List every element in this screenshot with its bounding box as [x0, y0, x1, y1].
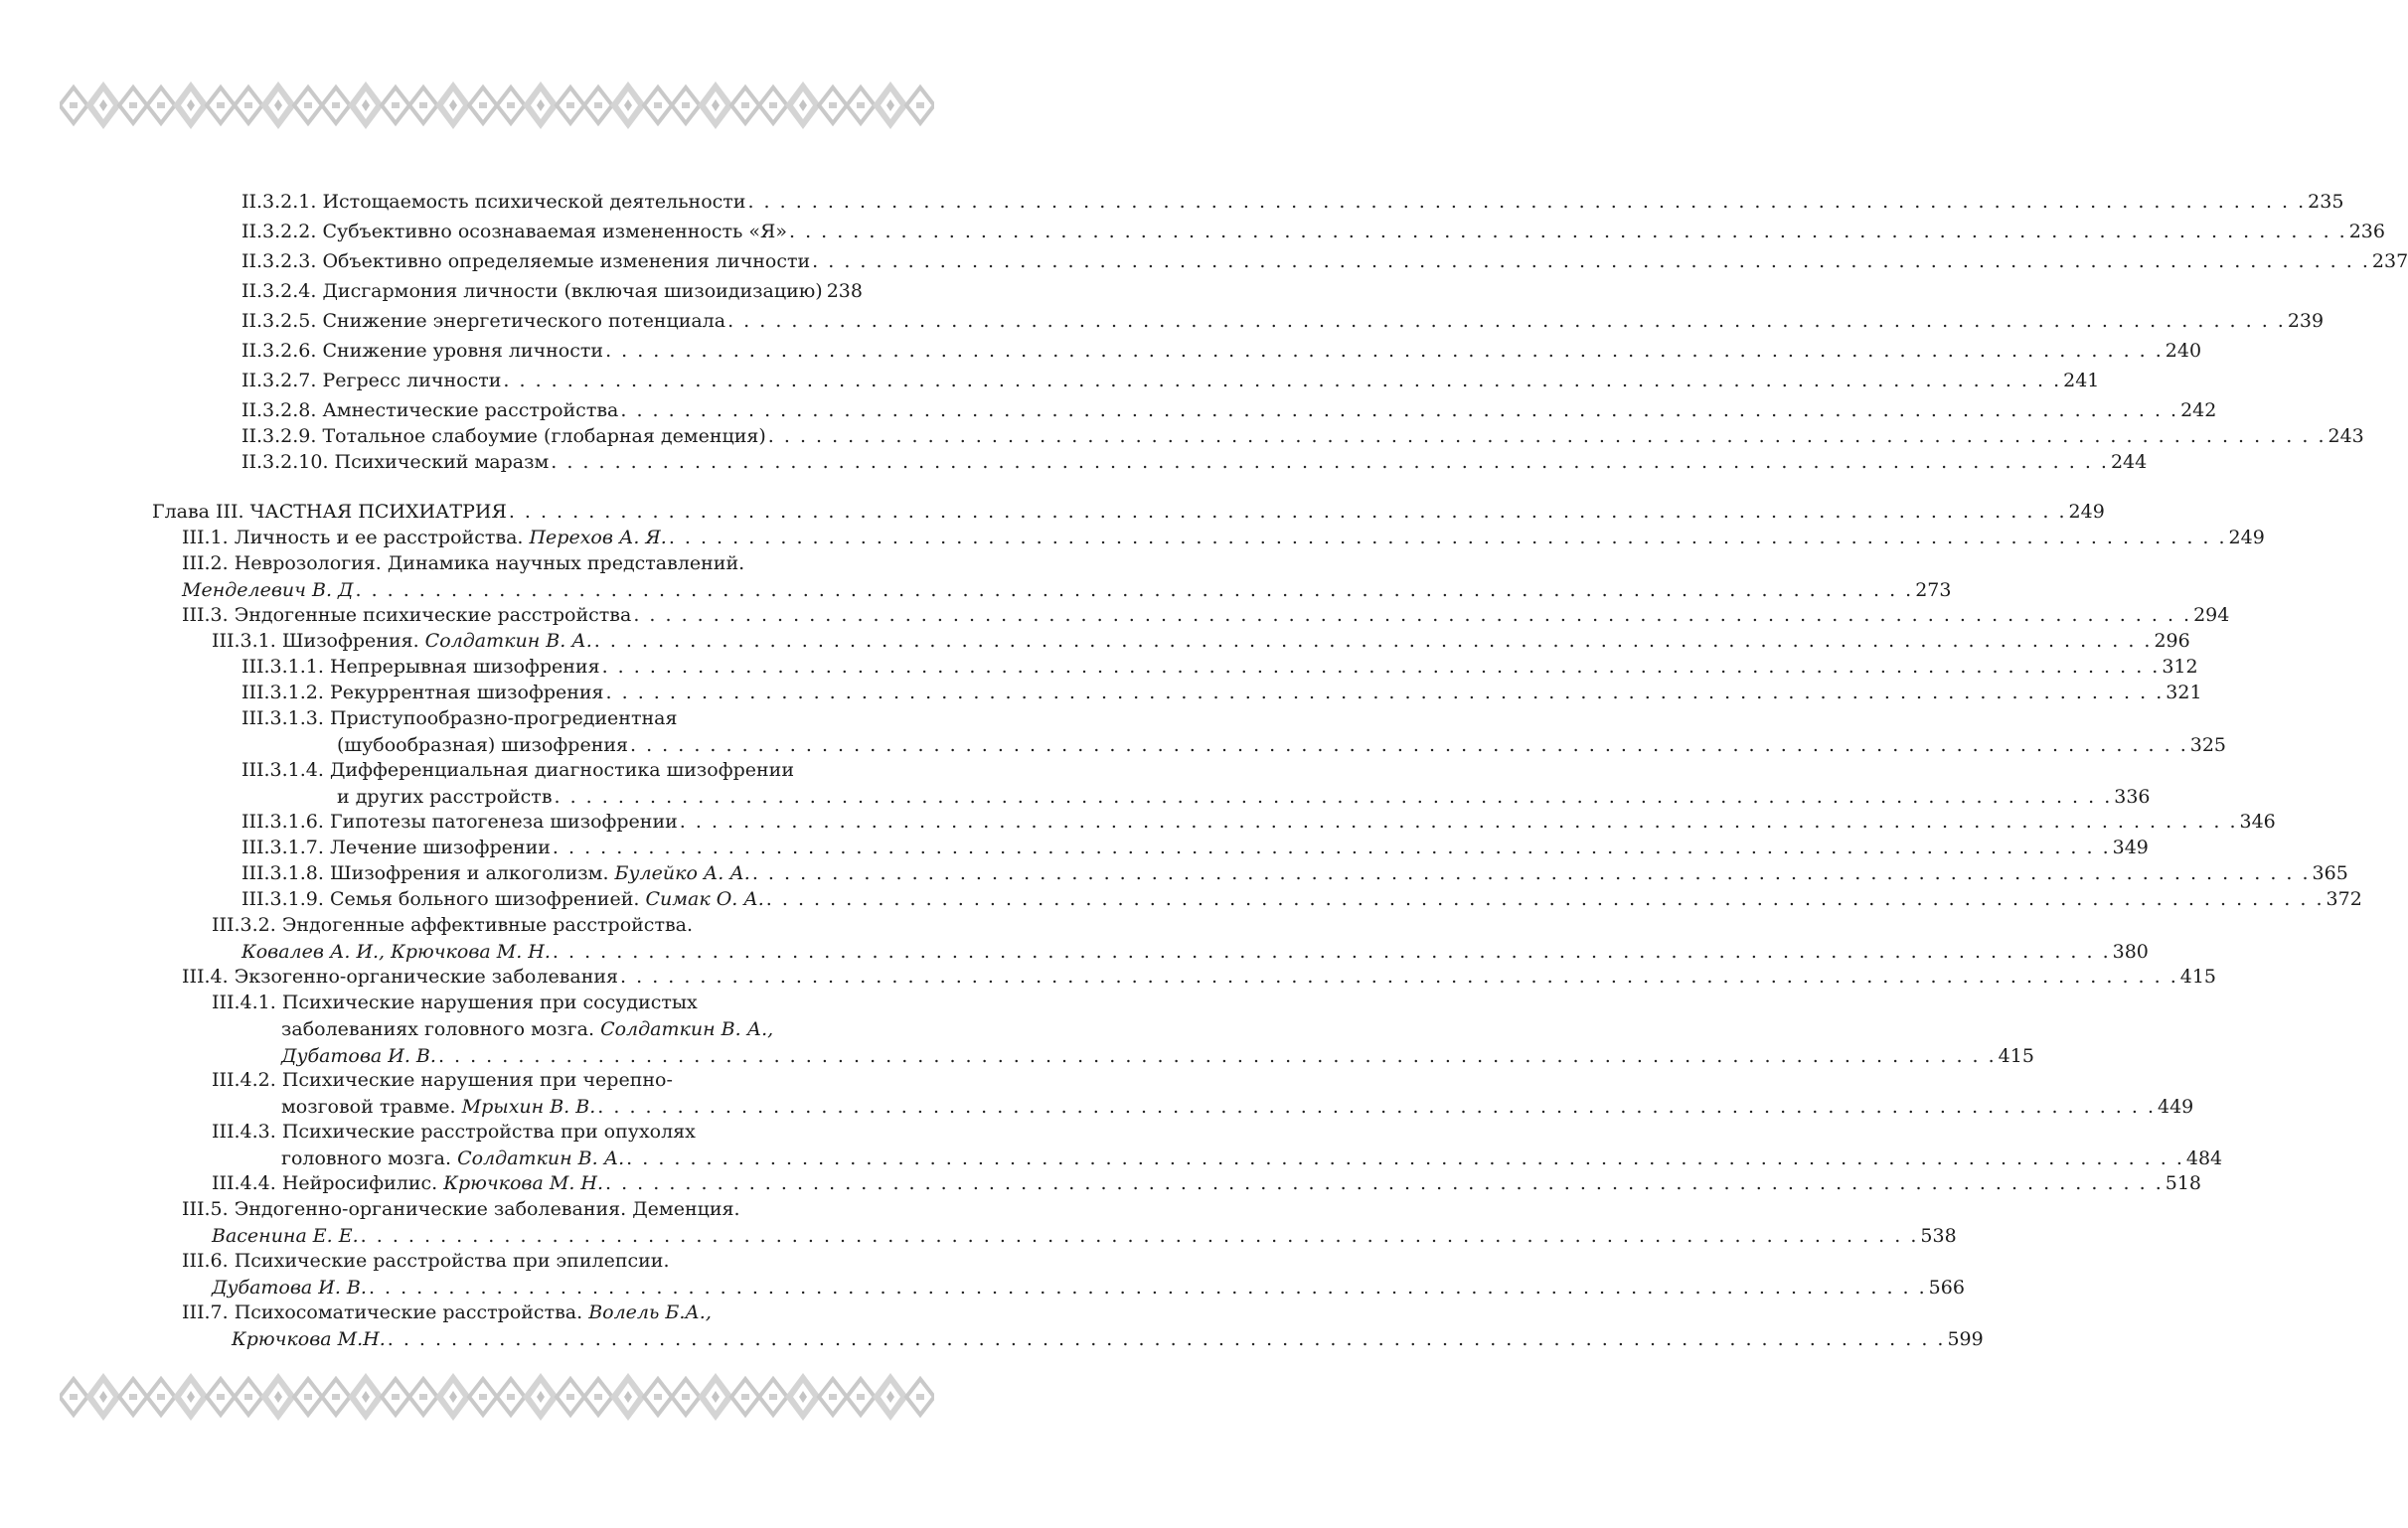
toc-entry-text: заболеваниях головного мозга. — [281, 1018, 601, 1040]
leader-dots: . . . . . . . . . . . . . . . . . . . . . . . . . . . . . . . . . . . . . . . . . . . . . . . . . . . . . . . . . . . . . . . . . . . . . . . . . . . . . . . . . . . . . . . . . . . . . . . . . . — [360, 1225, 1919, 1247]
toc-entry[interactable] — [241, 368, 2100, 394]
toc-entry[interactable] — [241, 338, 2202, 365]
leader-dots: . . . . . . . . . . . . . . . . . . . . . . . . . . . . . . . . . . . . . . . . . . . . . . . . . . . . . . . . . . . . . . . . . . . . . . . . . . . . . . . . . . . . . . . . . . . . . . . . . . — [554, 786, 2113, 808]
toc-entry-title — [182, 1301, 712, 1323]
leader-dots: . . . . . . . . . . . . . . . . . . . . . . . . . . . . . . . . . . . . . . . . . . . . . . . . . . . . . . . . . . . . . . . . . . . . . . . . . . . . . . . . . . . . . . . . . . . . . . . . . . — [633, 604, 2192, 626]
bottom-ornament-border — [60, 1369, 934, 1425]
toc-entry-title — [241, 278, 823, 305]
toc-entry-title — [241, 449, 549, 476]
toc-page-number: 296 — [2154, 630, 2190, 652]
toc-page-number: 273 — [1915, 579, 1952, 601]
toc-entry-author: Симак О. А. — [645, 888, 764, 910]
toc-entry[interactable] — [182, 550, 1952, 604]
toc-entry-text: III.2. Неврозология. Динамика научных представлений. — [182, 552, 745, 574]
toc-entry[interactable] — [241, 680, 2202, 706]
toc-page-number: 336 — [2114, 786, 2151, 808]
toc-entry-title — [241, 397, 618, 424]
toc-entry-title — [182, 602, 631, 629]
toc-entry-title — [241, 423, 766, 450]
toc-entry-author: Менделевич В. Д — [182, 579, 354, 601]
leader-dots: . . . . . . . . . . . . . . . . . . . . . . . . . . . . . . . . . . . . . . . . . . . . . . . . . . . . . . . . . . . . . . . . . . . . . . . . . . . . . . . . . . . . . . . . . . . . . . . . . . — [605, 682, 2165, 703]
toc-page-number: 599 — [1947, 1328, 1984, 1350]
toc-entry-title — [152, 499, 507, 526]
toc-entry-title — [281, 1146, 624, 1172]
toc-entry-author: Дубатова И. В. — [212, 1277, 367, 1299]
leader-dots: . . . . . . . . . . . . . . . . . . . . . . . . . . . . . . . . . . . . . . . . . . . . . . . . . . . . . . . . . . . . . . . . . . . . . . . . . . . . . . . . . . . . . . . . . . . . . . . . . . — [620, 399, 2179, 421]
toc-entry-text: III.4.3. Психические расстройства при опухолях — [212, 1121, 696, 1143]
toc-entry[interactable] — [212, 628, 2190, 655]
toc-page-number: 312 — [2162, 656, 2198, 678]
leader-dots: . . . . . . . . . . . . . . . . . . . . . . . . . . . . . . . . . . . . . . . . . . . . . . . . . . . . . . . . . . . . . . . . . . . . . . . . . . . . . . . . . . . . . . . . . . . . . . . . . . — [368, 1277, 1927, 1299]
toc-entry-text: III.4.1. Психические нарушения при сосудистых — [212, 992, 698, 1013]
toc-page-number: 415 — [1998, 1045, 2034, 1067]
toc-page-number: 566 — [1928, 1277, 1965, 1299]
toc-page-number: 242 — [2180, 399, 2217, 421]
leader-dots: . . . . . . . . . . . . . . . . . . . . . . . . . . . . . . . . . . . . . . . . . . . . . . . . . . . . . . . . . . . . . . . . . . . . . . . . . . . . . . . . . . . . . . . . . . . . . . . . . . — [605, 1172, 2164, 1194]
toc-page-number: 243 — [2328, 425, 2364, 447]
toc-entry-title — [241, 835, 551, 861]
leader-dots: . . . . . . . . . . . . . . . . . . . . . . . . . . . . . . . . . . . . . . . . . . . . . . . . . . . . . . . . . . . . . . . . . . . . . . . . . . . . . . . . . . . . . . . . . . . . . . . . . . — [747, 191, 2307, 213]
toc-entry-text: III.6. Психические расстройства при эпилепсии. — [182, 1250, 670, 1272]
toc-page-number: 238 — [826, 280, 863, 302]
toc-page-number: 321 — [2166, 682, 2202, 703]
leader-dots: . . . . . . . . . . . . . . . . . . . . . . . . . . . . . . . . . . . . . . . . . . . . . . . . . . . . . . . . . . . . . . . . . . . . . . . . . . . . . . . . . . . . . . . . . . . . . . . . . . — [355, 579, 1914, 601]
toc-page-number: 538 — [1920, 1225, 1957, 1247]
toc-entry-title — [182, 552, 744, 574]
toc-page-number: 349 — [2112, 837, 2149, 858]
toc-entry-title — [212, 914, 693, 936]
toc-entry-title — [212, 1275, 367, 1301]
toc-entry[interactable] — [152, 499, 2105, 526]
toc-entry-text: III.3.1.2. Рекуррентная шизофрения — [241, 682, 604, 703]
toc-entry-text: III.3.1.3. Приступообразно-прогредиентная — [241, 707, 678, 729]
leader-dots: . . . . . . . . . . . . . . . . . . . . . . . . . . . . . . . . . . . . . . . . . . . . . . . . . . . . . . . . . . . . . . . . . . . . . . . . . . . . . . . . . . . . . . . . . . . . . . . . . . — [765, 888, 2325, 910]
toc-page-number: 518 — [2165, 1172, 2201, 1194]
toc-entry-title — [241, 338, 603, 365]
toc-entry-author: Васенина Е. Е. — [212, 1225, 359, 1247]
toc-entry-text: II.3.2.8. Амнестические расстройства — [241, 399, 619, 421]
toc-entry-title — [241, 707, 677, 729]
toc-entry-title — [241, 809, 678, 836]
toc-page-number: 294 — [2193, 604, 2230, 626]
toc-entry-title — [212, 1170, 603, 1197]
toc-entry-author: Перехов А. Я. — [529, 527, 667, 548]
toc-entry[interactable] — [182, 525, 2265, 551]
toc-entry[interactable] — [241, 809, 2276, 836]
toc-entry-title — [212, 1069, 673, 1091]
leader-dots: . . . . . . . . . . . . . . . . . . . . . . . . . . . . . . . . . . . . . . . . . . . . . . . . . . . . . . . . . . . . . . . . . . . . . . . . . . . . . . . . . . . . . . . . . . . . . . . . . . — [552, 941, 2111, 963]
toc-entry[interactable] — [212, 1119, 2223, 1172]
toc-entry-title — [212, 1121, 696, 1143]
leader-dots: . . . . . . . . . . . . . . . . . . . . . . . . . . . . . . . . . . . . . . . . . . . . . . . . . . . . . . . . . . . . . . . . . . . . . . . . . . . . . . . . . . . . . . . . . . . . . . . . . . — [626, 1147, 2184, 1169]
leader-dots: . . . . . . . . . . . . . . . . . . . . . . . . . . . . . . . . . . . . . . . . . . . . . . . . . . . . . . . . . . . . . . . . . . . . . . . . . . . . . . . . . . . . . . . . . . . . . . . . . . — [727, 310, 2286, 332]
toc-entry-text: II.3.2.4. Дисгармония личности (включая шизоидизацию) — [241, 280, 823, 302]
leader-dots: . . . . . . . . . . . . . . . . . . . . . . . . . . . . . . . . . . . . . . . . . . . . . . . . . . . . . . . . . . . . . . . . . . . . . . . . . . . . . . . . . . . . . . . . . . . . . . . . . . — [601, 656, 2161, 678]
toc-entry-title — [182, 964, 618, 991]
toc-entry-text: и других расстройств — [337, 786, 553, 808]
toc-page-number: 346 — [2239, 811, 2276, 833]
leader-dots: . . . . . . . . . . . . . . . . . . . . . . . . . . . . . . . . . . . . . . . . . . . . . . . . . . . . . . . . . . . . . . . . . . . . . . . . . . . . . . . . . . . . . . . . . . . . . . . . . . — [812, 250, 2370, 272]
toc-entry-text: III.4.4. Нейросифилис. — [212, 1172, 444, 1194]
toc-entry-title — [241, 189, 745, 216]
leader-dots: . . . . . . . . . . . . . . . . . . . . . . . . . . . . . . . . . . . . . . . . . . . . . . . . . . . . . . . . . . . . . . . . . . . . . . . . . . . . . . . . . . . . . . . . . . . . . . . . . . — [597, 1096, 2156, 1118]
top-ornament-border — [60, 77, 934, 133]
leader-dots: . . . . . . . . . . . . . . . . . . . . . . . . . . . . . . . . . . . . . . . . . . . . . . . . . . . . . . . . . . . . . . . . . . . . . . . . . . . . . . . . . . . . . . . . . . . . . . . . . . — [387, 1328, 1946, 1350]
toc-entry[interactable] — [182, 602, 2230, 629]
toc-entry[interactable] — [182, 1299, 1984, 1353]
toc-entry[interactable] — [241, 189, 2344, 216]
toc-entry-text: III.3.2. Эндогенные аффективные расстройства. — [212, 914, 694, 936]
toc-entry-text: III.7. Психосоматические расстройства. — [182, 1301, 589, 1323]
toc-entry-text: III.3.1.9. Семья больного шизофренией. — [241, 888, 646, 910]
toc-entry-title — [241, 219, 787, 245]
toc-entry-author: Крючкова М.Н. — [232, 1328, 386, 1350]
toc-page-number: 236 — [2348, 221, 2385, 242]
toc-entry-title — [281, 1094, 595, 1121]
toc-entry-text: мозговой травме. — [281, 1096, 462, 1118]
leader-dots: . . . . . . . . . . . . . . . . . . . . . . . . . . . . . . . . . . . . . . . . . . . . . . . . . . . . . . . . . . . . . . . . . . . . . . . . . . . . . . . . . . . . . . . . . . . . . . . . . . — [751, 862, 2311, 884]
toc-entry-text: (шубообразная) шизофрения — [337, 734, 629, 756]
toc-entry-text: III.3.1.8. Шизофрения и алкоголизм. — [241, 862, 615, 884]
toc-page-number: 240 — [2165, 340, 2202, 362]
toc-entry-text: III.3.1.6. Гипотезы патогенеза шизофрении — [241, 811, 678, 833]
toc-entry-author: Булейко А. А. — [614, 862, 750, 884]
leader-dots: . . . . . . . . . . . . . . . . . . . . . . . . . . . . . . . . . . . . . . . . . . . . . . . . . . . . . . . . . . . . . . . . . . . . . . . . . . . . . . . . . . . . . . . . . . . . . . . . . . — [788, 221, 2347, 242]
toc-entry-text: III.1. Личность и ее расстройства. — [182, 527, 530, 548]
toc-entry-title — [212, 628, 592, 655]
toc-page-number: 244 — [2110, 451, 2148, 473]
leader-dots: . . . . . . . . . . . . . . . . . . . . . . . . . . . . . . . . . . . . . . . . . . . . . . . . . . . . . . . . . . . . . . . . . . . . . . . . . . . . . . . . . . . . . . . . . . . . . . . . . . — [605, 340, 2164, 362]
toc-entry[interactable] — [212, 1067, 2194, 1121]
toc-page-number: 325 — [2189, 734, 2226, 756]
toc-entry-author: Ковалев А. И., Крючкова М. Н. — [241, 941, 551, 963]
toc-entry[interactable] — [241, 219, 2385, 245]
leader-dots: . . . . . . . . . . . . . . . . . . . . . . . . . . . . . . . . . . . . . . . . . . . . . . . . . . . . . . . . . . . . . . . . . . . . . . . . . . . . . . . . . . . . . . . . . . . . . . . . . . — [620, 966, 2178, 988]
toc-entry-text: II.3.2.3. Объективно определяемые изменения личности — [241, 250, 811, 272]
toc-entry[interactable] — [212, 990, 2034, 1070]
leader-dots: . . . . . . . . . . . . . . . . . . . . . . . . . . . . . . . . . . . . . . . . . . . . . . . . . . . . . . . . . . . . . . . . . . . . . . . . . . . . . . . . . . . . . . . . . . . . . . . . . . — [508, 501, 2067, 523]
toc-entry-author: Солдаткин В. А., — [600, 1018, 774, 1040]
toc-entry[interactable] — [241, 397, 2217, 424]
toc-entry[interactable] — [241, 449, 2148, 476]
toc-entry-title — [182, 577, 353, 604]
toc-entry[interactable] — [241, 278, 863, 305]
toc-entry-text: II.3.2.1. Истощаемость психической деятельности — [241, 191, 746, 213]
toc-page-number: 415 — [2179, 966, 2217, 988]
toc-entry-title — [241, 308, 725, 335]
toc-entry-title — [182, 1198, 740, 1220]
toc-entry[interactable] — [241, 423, 2364, 450]
toc-entry-title — [182, 1250, 670, 1272]
toc-entry-title — [182, 525, 667, 551]
toc-entry-title — [212, 1223, 359, 1250]
toc-entry-text: III.4. Экзогенно-органические заболевания — [182, 966, 619, 988]
toc-entry-text: II.3.2.10. Психический маразм — [241, 451, 550, 473]
toc-entry-text: III.3. Эндогенные психические расстройства — [182, 604, 632, 626]
toc-page-number: 237 — [2371, 250, 2408, 272]
leader-dots: . . . . . . . . . . . . . . . . . . . . . . . . . . . . . . . . . . . . . . . . . . . . . . . . . . . . . . . . . . . . . . . . . . . . . . . . . . . . . . . . . . . . . . . . . . . . . . . . . . — [593, 630, 2153, 652]
toc-page-number: 372 — [2326, 888, 2362, 910]
leader-dots: . . . . . . . . . . . . . . . . . . . . . . . . . . . . . . . . . . . . . . . . . . . . . . . . . . . . . . . . . . . . . . . . . . . . . . . . . . . . . . . . . . . . . . . . . . . . . . . . . . — [630, 734, 2188, 756]
toc-entry-text: II.3.2.5. Снижение энергетического потенциала — [241, 310, 726, 332]
toc-page-number: 241 — [2063, 370, 2100, 391]
toc-entry-text: III.3.1.1. Непрерывная шизофрения — [241, 656, 600, 678]
toc-page-number: 484 — [2185, 1147, 2223, 1169]
toc-entry-title — [241, 759, 794, 781]
toc-page-number: 449 — [2158, 1096, 2194, 1118]
toc-entry-title — [337, 732, 628, 759]
leader-dots: . . . . . . . . . . . . . . . . . . . . . . . . . . . . . . . . . . . . . . . . . . . . . . . . . . . . . . . . . . . . . . . . . . . . . . . . . . . . . . . . . . . . . . . . . . . . . . . . . . — [679, 811, 2238, 833]
toc-entry[interactable] — [241, 654, 2198, 681]
toc-entry-author: Мрыхин В. В. — [461, 1096, 596, 1118]
toc-entry[interactable] — [182, 1248, 1965, 1301]
toc-entry-text: III.3.1.7. Лечение шизофрении — [241, 837, 551, 858]
toc-entry[interactable] — [241, 860, 2348, 887]
toc-entry-title — [281, 1043, 436, 1070]
toc-entry-title — [232, 1326, 386, 1353]
toc-entry[interactable] — [212, 1170, 2201, 1197]
toc-entry[interactable] — [241, 886, 2362, 913]
toc-entry-author: Солдаткин В. А. — [457, 1147, 625, 1169]
toc-entry-title — [241, 939, 551, 966]
toc-entry-text: головного мозга. — [281, 1147, 458, 1169]
toc-entry-title — [281, 1018, 773, 1040]
toc-page-number: 249 — [2228, 527, 2265, 548]
toc-entry[interactable] — [241, 248, 2408, 275]
toc-entry-text: II.3.2.2. Субъективно осознаваемая измененность «Я» — [241, 221, 787, 242]
toc-page-number: 239 — [2287, 310, 2325, 332]
toc-entry-title — [337, 784, 553, 811]
toc-entry-text: II.3.2.9. Тотальное слабоумие (глобарная деменция) — [241, 425, 766, 447]
toc-entry-title — [241, 680, 604, 706]
toc-entry-text: Глава III. ЧАСТНАЯ ПСИХИАТРИЯ — [152, 501, 507, 523]
leader-dots: . . . . . . . . . . . . . . . . . . . . . . . . . . . . . . . . . . . . . . . . . . . . . . . . . . . . . . . . . . . . . . . . . . . . . . . . . . . . . . . . . . . . . . . . . . . . . . . . . . — [552, 837, 2111, 858]
leader-dots: . . . . . . . . . . . . . . . . . . . . . . . . . . . . . . . . . . . . . . . . . . . . . . . . . . . . . . . . . . . . . . . . . . . . . . . . . . . . . . . . . . . . . . . . . . . . . . . . . . — [551, 451, 2109, 473]
toc-entry-text: III.3.1.4. Дифференциальная диагностика шизофрении — [241, 759, 794, 781]
leader-dots: . . . . . . . . . . . . . . . . . . . . . . . . . . . . . . . . . . . . . . . . . . . . . . . . . . . . . . . . . . . . . . . . . . . . . . . . . . . . . . . . . . . . . . . . . . . . . . . . . . — [503, 370, 2062, 391]
toc-entry[interactable] — [241, 757, 2151, 811]
toc-entry-title — [241, 654, 600, 681]
toc-entry-title — [241, 248, 810, 275]
toc-entry-text: III.3.1. Шизофрения. — [212, 630, 425, 652]
toc-entry-title — [241, 368, 501, 394]
toc-entry-text: III.5. Эндогенно-органические заболевания. Деменция. — [182, 1198, 740, 1220]
toc-entry-text: II.3.2.7. Регресс личности — [241, 370, 502, 391]
toc-entry[interactable] — [241, 308, 2325, 335]
leader-dots: . . . . . . . . . . . . . . . . . . . . . . . . . . . . . . . . . . . . . . . . . . . . . . . . . . . . . . . . . . . . . . . . . . . . . . . . . . . . . . . . . . . . . . . . . . . . . . . . . . — [668, 527, 2227, 548]
toc-entry-author: Крючкова М. Н. — [443, 1172, 604, 1194]
toc-entry-text: III.4.2. Психические нарушения при черепно- — [212, 1069, 673, 1091]
toc-entry-title — [241, 886, 764, 913]
toc-entry-author: Дубатова И. В. — [281, 1045, 436, 1067]
toc-entry[interactable] — [212, 912, 2149, 966]
toc-page-number: 249 — [2068, 501, 2105, 523]
toc-entry[interactable] — [241, 705, 2226, 759]
toc-entry[interactable] — [182, 1196, 1957, 1250]
toc-entry-text: II.3.2.6. Снижение уровня личности — [241, 340, 604, 362]
toc-entry-author: Волель Б.А., — [588, 1301, 712, 1323]
leader-dots: . . . . . . . . . . . . . . . . . . . . . . . . . . . . . . . . . . . . . . . . . . . . . . . . . . . . . . . . . . . . . . . . . . . . . . . . . . . . . . . . . . . . . . . . . . . . . . . . . . — [437, 1045, 1997, 1067]
toc-entry[interactable] — [241, 835, 2149, 861]
leader-dots: . . . . . . . . . . . . . . . . . . . . . . . . . . . . . . . . . . . . . . . . . . . . . . . . . . . . . . . . . . . . . . . . . . . . . . . . . . . . . . . . . . . . . . . . . . . . . . . . . . — [767, 425, 2327, 447]
toc-entry[interactable] — [182, 964, 2217, 991]
toc-page-number: 380 — [2112, 941, 2149, 963]
toc-entry-title — [241, 860, 750, 887]
toc-page-number: 235 — [2308, 191, 2344, 213]
toc-page-number: 365 — [2312, 862, 2348, 884]
toc-entry-author: Солдаткин В. А. — [424, 630, 592, 652]
toc-entry-title — [212, 992, 698, 1013]
